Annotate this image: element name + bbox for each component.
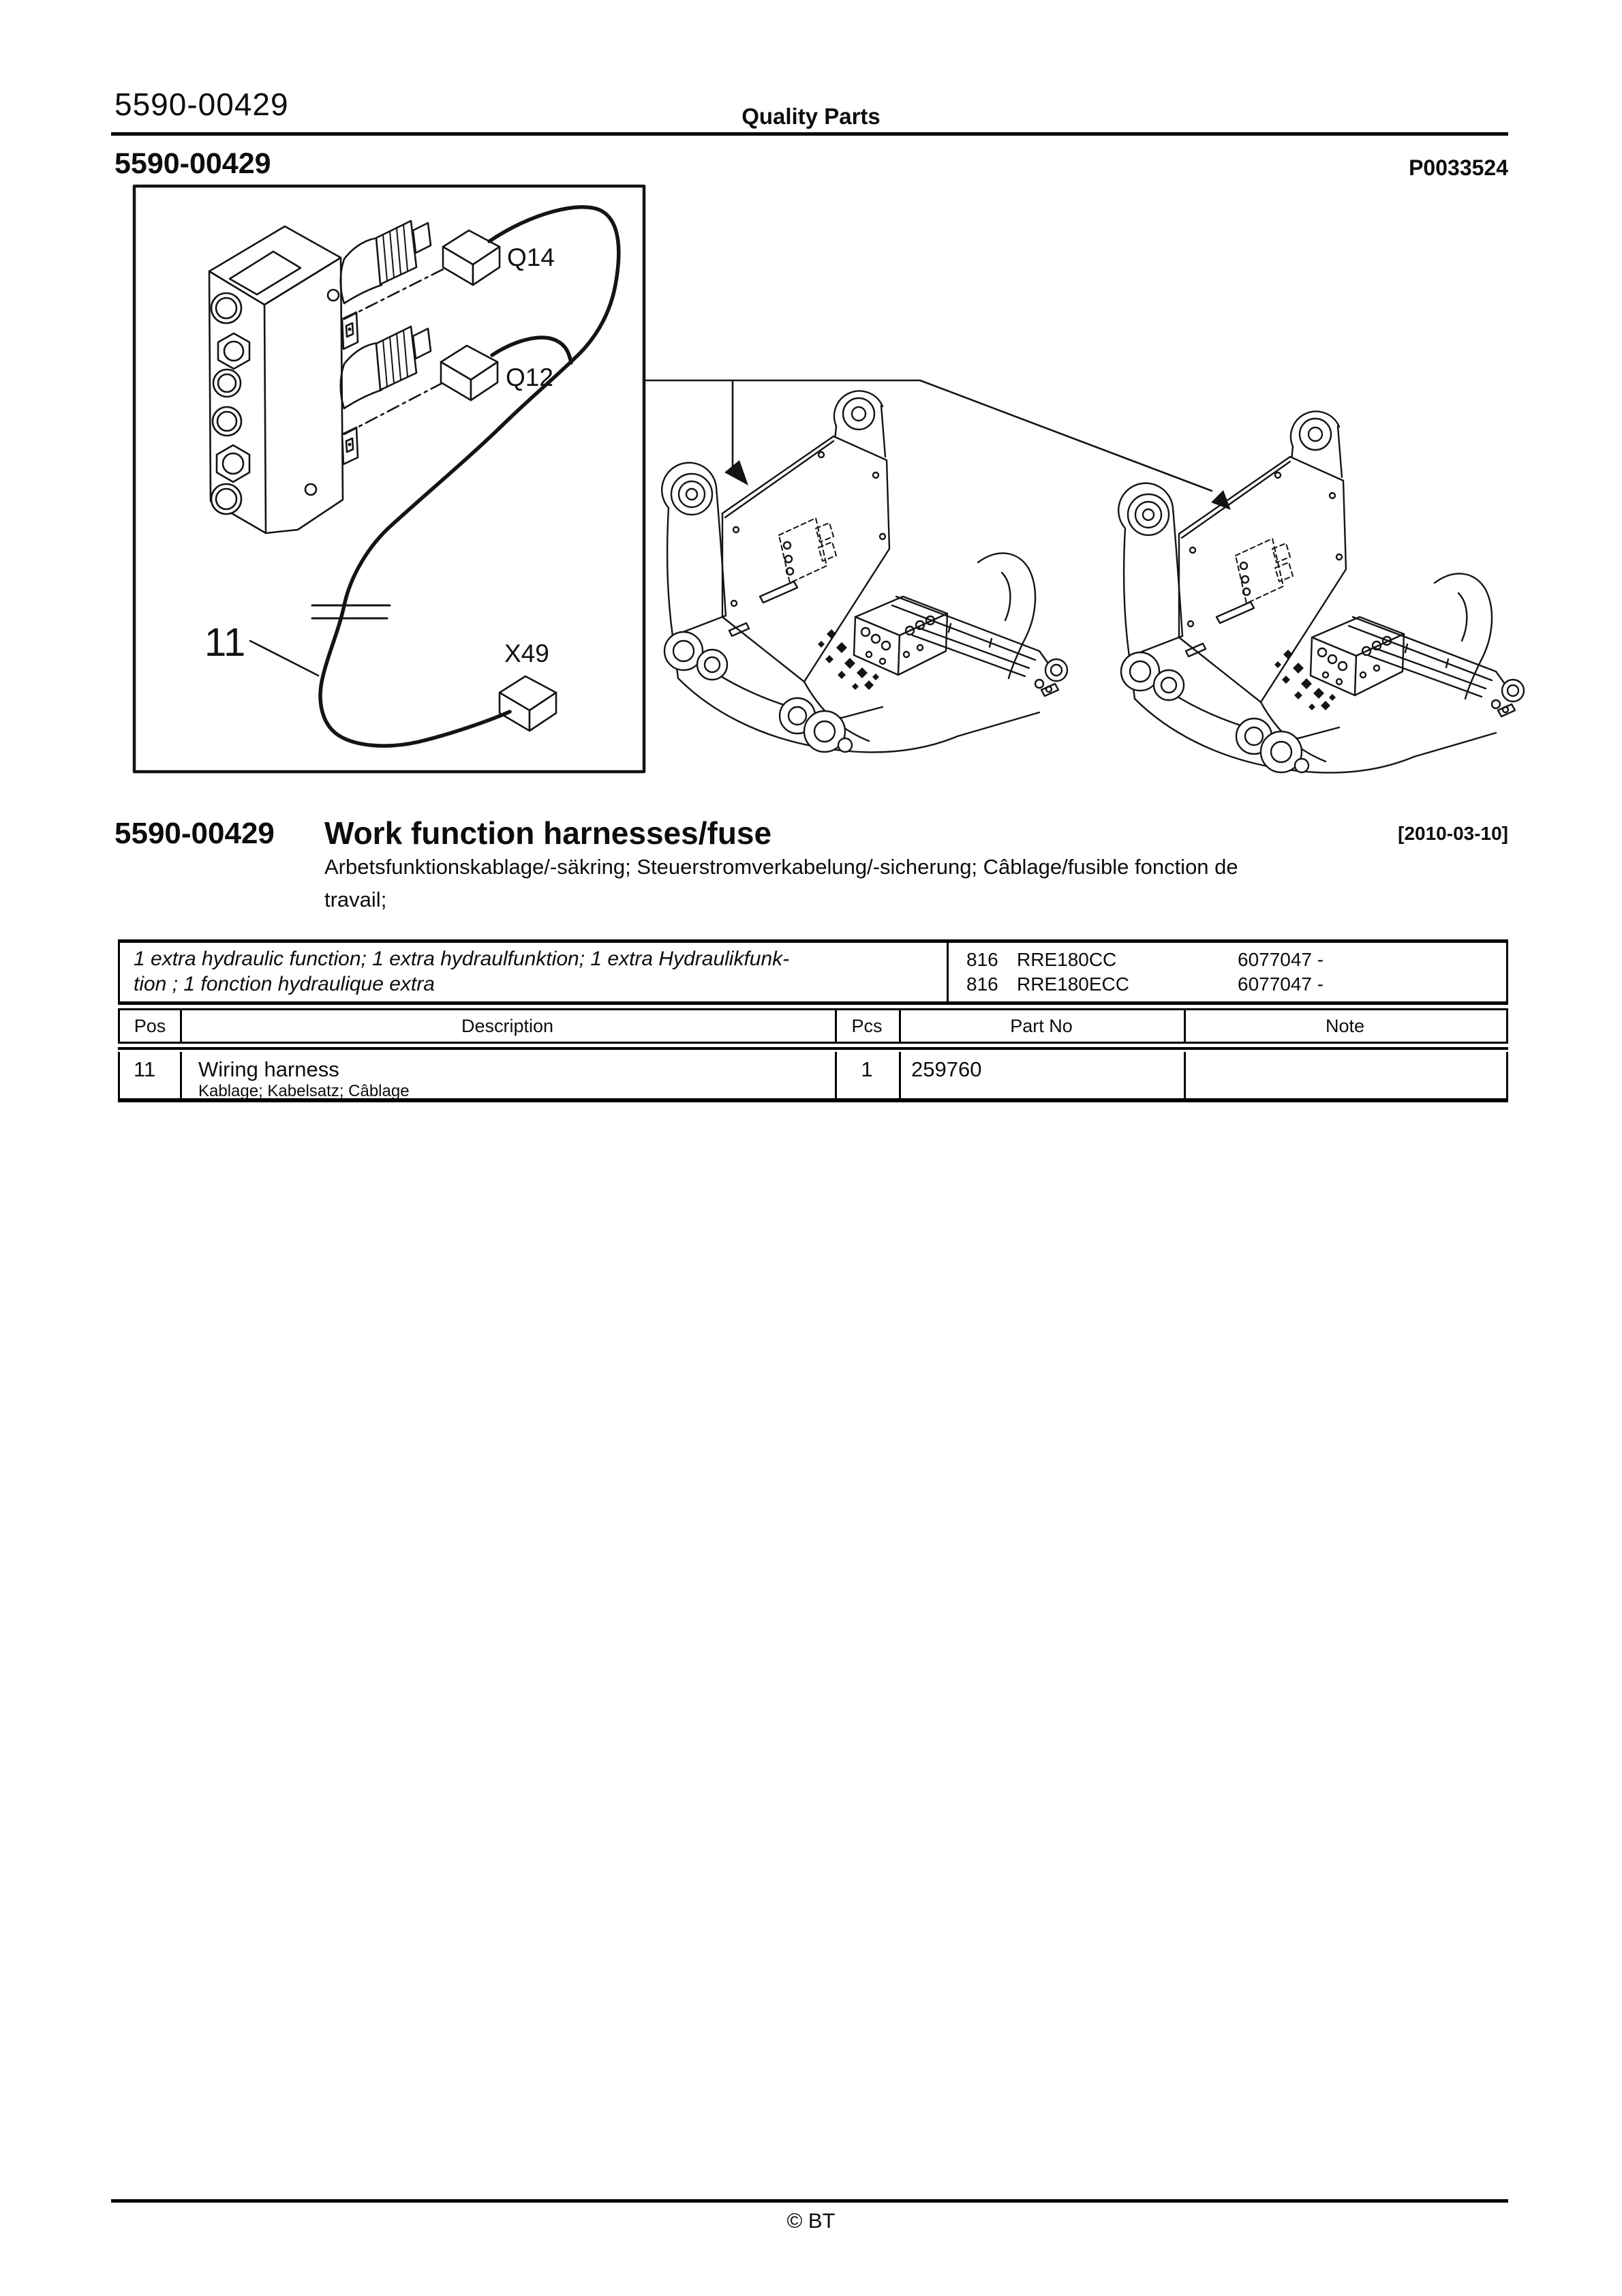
variant-description-line1: 1 extra hydraulic function; 1 extra hydraulfunktion; 1 extra Hydraulikfunk- [134, 948, 790, 970]
footer-rule [111, 2199, 1508, 2203]
figure-pos-label: 11 [204, 620, 246, 665]
page-header-doc-number: 5590-00429 [114, 87, 289, 122]
row-description-sub: Kablage; Kabelsatz; Câblage [198, 1082, 410, 1100]
variant-models [949, 943, 1506, 1001]
ground-symbol [312, 605, 390, 618]
section-date: [2010-03-10] [1398, 823, 1508, 844]
footer-copyright: © BT [786, 2209, 836, 2233]
item-11-leader [250, 641, 318, 676]
row-pos: 11 [134, 1057, 156, 1081]
model-serial: 6077047 - [1238, 949, 1324, 970]
figure-doc-number: 5590-00429 [114, 147, 271, 180]
parts-table-body [118, 1052, 1508, 1102]
technical-figure [0, 0, 1622, 852]
image-reference: P0033524 [1409, 155, 1508, 180]
parts-table-header [118, 1008, 1508, 1044]
model-code: 816 [966, 949, 998, 970]
section-subtitle-line1: Arbetsfunktionskablage/-säkring; Steuerstromverkabelung/-sicherung; Câblage/fusible fonction de [324, 855, 1238, 879]
machine-view-right [1118, 412, 1524, 773]
variant-description [134, 946, 938, 997]
callout-arrow-left [724, 460, 748, 485]
model-serial: 6077047 - [1238, 973, 1324, 995]
dashdot-axis-q12 [344, 377, 454, 434]
model-name: RRE180CC [1017, 949, 1117, 970]
row-description: Wiring harness [198, 1057, 339, 1081]
variant-description-line2: tion ; 1 fonction hydraulique extra [134, 973, 435, 995]
section-subtitle [324, 851, 1238, 916]
valve-block-drawing [209, 221, 431, 533]
header-note: Note [1325, 1015, 1365, 1036]
column-divider [180, 1052, 182, 1098]
table-separator-rule [118, 1047, 1508, 1050]
model-name: RRE180ECC [1017, 973, 1129, 995]
page-header-title: Quality Parts [741, 104, 881, 129]
wiring-harness-cable [320, 207, 619, 746]
connector-cube-x49 [500, 676, 556, 731]
model-row [949, 973, 1506, 997]
model-row [949, 949, 1506, 972]
figure-q12-label: Q12 [506, 363, 553, 391]
connector-cube-q12 [441, 346, 498, 400]
model-code: 816 [966, 973, 998, 995]
variant-box [118, 939, 1508, 1005]
column-divider [1184, 1052, 1186, 1098]
header-description: Description [461, 1015, 554, 1036]
section-subtitle-line2: travail; [324, 888, 387, 911]
figure-x49-label: X49 [504, 639, 549, 667]
section-title: Work function harnesses/fuse [324, 815, 772, 851]
column-divider [899, 1052, 901, 1098]
row-pcs: 1 [861, 1057, 873, 1081]
header-pcs: Pcs [851, 1015, 883, 1036]
machine-view-left [662, 391, 1067, 753]
figure-q14-label: Q14 [507, 243, 555, 271]
header-pos: Pos [134, 1015, 166, 1036]
row-part-no: 259760 [911, 1057, 982, 1081]
header-part-no: Part No [1010, 1015, 1073, 1036]
section-doc-number: 5590-00429 [114, 817, 275, 850]
